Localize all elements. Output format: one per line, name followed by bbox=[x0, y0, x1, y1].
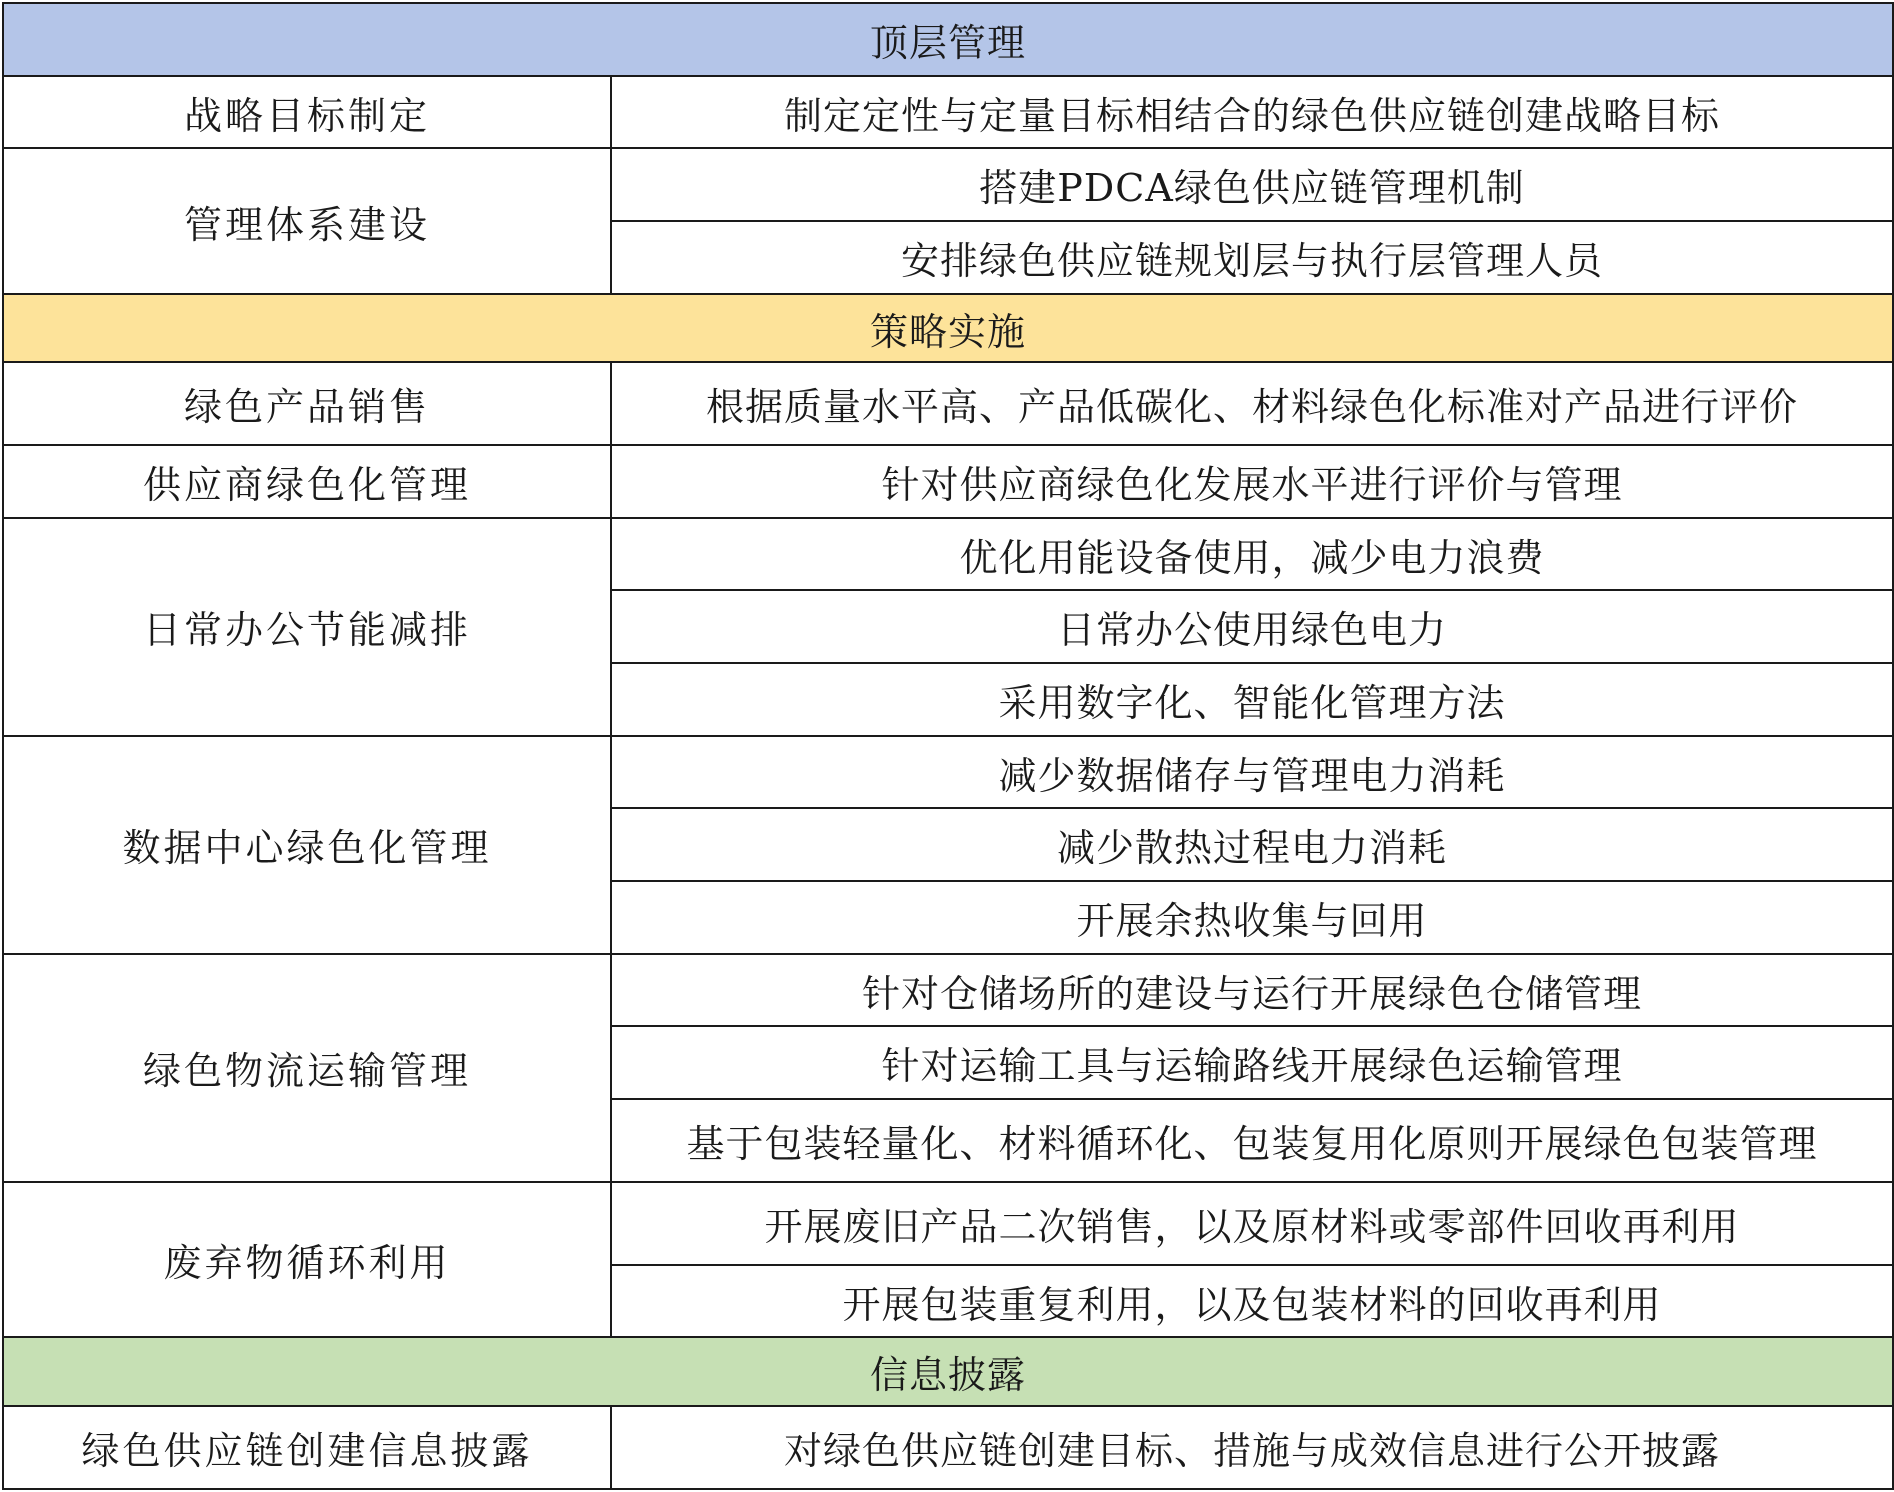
measure-text: 针对仓储场所的建设与运行开展绿色仓储管理 bbox=[611, 954, 1893, 1027]
measure-text: 搭建PDCA绿色供应链管理机制 bbox=[611, 148, 1893, 221]
section-title: 策略实施 bbox=[3, 294, 1893, 363]
table-row bbox=[3, 445, 1893, 518]
measure-text: 采用数字化、智能化管理方法 bbox=[611, 663, 1893, 736]
item-name: 管理体系建设 bbox=[3, 148, 611, 293]
section-title: 顶层管理 bbox=[3, 3, 1893, 76]
table-row bbox=[3, 518, 1893, 591]
measure-text: 根据质量水平高、产品低碳化、材料绿色化标准对产品进行评价 bbox=[611, 362, 1893, 445]
measure-text: 针对供应商绿色化发展水平进行评价与管理 bbox=[611, 445, 1893, 518]
item-name: 日常办公节能减排 bbox=[3, 518, 611, 736]
green-supply-chain-table bbox=[2, 2, 1894, 1490]
table-row bbox=[3, 954, 1893, 1027]
item-name: 战略目标制定 bbox=[3, 76, 611, 149]
measure-text: 基于包装轻量化、材料循环化、包装复用化原则开展绿色包装管理 bbox=[611, 1099, 1893, 1182]
section-header-row bbox=[3, 1337, 1893, 1406]
table-row bbox=[3, 148, 1893, 221]
item-name: 绿色产品销售 bbox=[3, 362, 611, 445]
section-title: 信息披露 bbox=[3, 1337, 1893, 1406]
measure-text: 减少数据储存与管理电力消耗 bbox=[611, 736, 1893, 809]
measure-text: 日常办公使用绿色电力 bbox=[611, 590, 1893, 663]
measure-text: 制定定性与定量目标相结合的绿色供应链创建战略目标 bbox=[611, 76, 1893, 149]
table-row bbox=[3, 362, 1893, 445]
item-name: 绿色物流运输管理 bbox=[3, 954, 611, 1182]
measure-text: 安排绿色供应链规划层与执行层管理人员 bbox=[611, 221, 1893, 294]
measure-text: 针对运输工具与运输路线开展绿色运输管理 bbox=[611, 1026, 1893, 1099]
measure-text: 开展包装重复利用，以及包装材料的回收再利用 bbox=[611, 1265, 1893, 1338]
table-row bbox=[3, 1182, 1893, 1265]
table-row bbox=[3, 736, 1893, 809]
item-name: 废弃物循环利用 bbox=[3, 1182, 611, 1337]
measure-text: 对绿色供应链创建目标、措施与成效信息进行公开披露 bbox=[611, 1406, 1893, 1489]
item-name: 绿色供应链创建信息披露 bbox=[3, 1406, 611, 1489]
section-header-row bbox=[3, 3, 1893, 76]
measure-text: 减少散热过程电力消耗 bbox=[611, 808, 1893, 881]
measure-text: 优化用能设备使用，减少电力浪费 bbox=[611, 518, 1893, 591]
measure-text: 开展废旧产品二次销售，以及原材料或零部件回收再利用 bbox=[611, 1182, 1893, 1265]
item-name: 数据中心绿色化管理 bbox=[3, 736, 611, 954]
item-name: 供应商绿色化管理 bbox=[3, 445, 611, 518]
section-header-row bbox=[3, 294, 1893, 363]
measure-text: 开展余热收集与回用 bbox=[611, 881, 1893, 954]
table-row bbox=[3, 76, 1893, 149]
table-row bbox=[3, 1406, 1893, 1489]
